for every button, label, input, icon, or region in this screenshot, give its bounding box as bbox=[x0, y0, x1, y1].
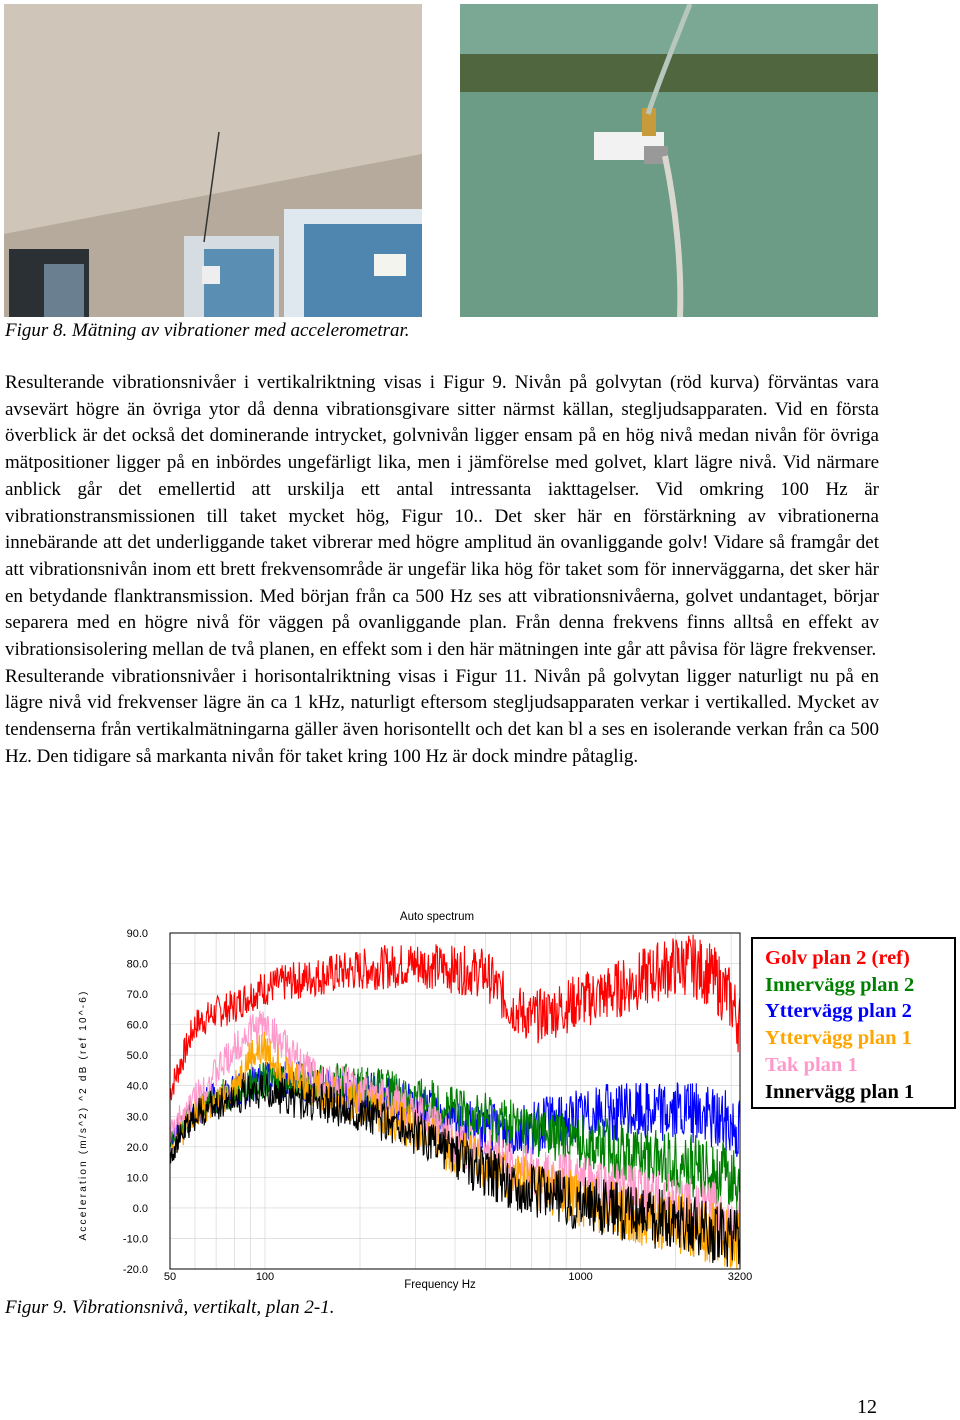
y-axis-label: Acceleration (m/s^2) ^2 dB (ref 10^-6) bbox=[78, 989, 89, 1241]
legend-entry: Yttervägg plan 1 bbox=[765, 1027, 912, 1050]
legend-entry: Innervägg plan 1 bbox=[765, 1080, 915, 1103]
body-text bbox=[5, 370, 879, 771]
legend-entry: Yttervägg plan 2 bbox=[765, 1000, 912, 1023]
y-tick-label: 90.0 bbox=[126, 928, 148, 940]
y-tick-label: -20.0 bbox=[122, 1264, 148, 1276]
y-tick-label: 50.0 bbox=[126, 1050, 148, 1063]
y-tick-label: -10.0 bbox=[122, 1233, 148, 1246]
paragraph-horizontal: Resulterande vibrationsnivåer i horisontalriktning visas i Figur 11. Nivån på golvytan ligger naturligt nu på en lägre nivå vid frekvenser lägre än ca 1 kHz, naturligt eftersom stegljudsapparaten verkar i vertikalled. Mycket av tendenserna från vertikalmätningarna gäller även horisontellt och det kan bl a ses en isolerande verkan från ca 500 Hz. Den tidigare så markanta nivån för taket kring 100 Hz är dock mindre påtaglig. bbox=[5, 665, 879, 767]
y-tick-label: 10.0 bbox=[126, 1172, 148, 1185]
legend-entry: Innervägg plan 2 bbox=[765, 973, 915, 996]
y-tick-label: 0.0 bbox=[132, 1202, 148, 1215]
y-tick-label: 30.0 bbox=[126, 1111, 148, 1124]
auto-spectrum-chart bbox=[60, 900, 760, 1295]
x-tick-label: 100 bbox=[255, 1271, 275, 1283]
chart-title: Auto spectrum bbox=[399, 911, 475, 923]
x-tick-label: 3200 bbox=[727, 1271, 753, 1283]
x-tick-label: 50 bbox=[163, 1271, 177, 1283]
legend-entry: Golv plan 2 (ref) bbox=[765, 947, 910, 969]
legend-entry: Tak plan 1 bbox=[765, 1053, 858, 1076]
x-tick-label: 1000 bbox=[568, 1271, 593, 1283]
y-tick-label: 60.0 bbox=[126, 1019, 148, 1032]
y-tick-labels bbox=[123, 928, 148, 1276]
y-tick-label: 80.0 bbox=[126, 958, 148, 971]
x-axis-label: Frequency Hz bbox=[404, 1279, 476, 1291]
chart-legend bbox=[751, 937, 956, 1109]
photo-room-window bbox=[4, 4, 422, 317]
page-number: 12 bbox=[857, 1396, 877, 1418]
y-tick-label: 40.0 bbox=[126, 1080, 148, 1093]
photo-accelerometer bbox=[460, 4, 878, 317]
figure9-caption: Figur 9. Vibrationsnivå, vertikalt, plan 2-1. bbox=[5, 1297, 335, 1318]
paragraph-vertical: Resulterande vibrationsnivåer i vertikalriktning visas i Figur 9. Nivån på golvytan (röd kurva) förväntas vara avsevärt högre än övriga ytor då denna vibrationsgivare sitter närmst källan, stegljudsapparaten. Vid en första överblick är det också det dominerande intrycket, golvnivån ligger ensam på en hög nivå medan nivån för övriga mätpositioner ligger på en inbördes ungefärligt lika, men i jämförelse med golvet, klart lägre nivå. Vid närmare anblick går det emellertid att urskilja ett antal intressanta iakttagelser. Vid omkring 100 Hz är vibrationstransmissionen till taket mycket hög, Figur 10.. Det sker här en förstärkning av vibrationerna innebärande att det underliggande taket vibrerar med högre amplitud än ovanliggande golv! Vidare så framgår det att vibrationsnivån inom ett brett frekvensområde är ungefär lika hög för taket som för innerväggarna, det sker här en betydande flanktransmission. Med början från ca 500 Hz ses att vibrationsnivåerna, golvet undantaget, börjar separera med en högre nivå för väggen på ovanliggande plan. Från denna frekvens finns alltså en effekt av vibrationsisolering mellan de två planen, en effekt som i den här mätningen inte går att påvisa för lägre frekvenser. bbox=[5, 372, 879, 661]
y-tick-label: 20.0 bbox=[126, 1141, 148, 1154]
figure8-caption: Figur 8. Mätning av vibrationer med accelerometrar. bbox=[5, 320, 410, 341]
y-tick-label: 70.0 bbox=[126, 989, 148, 1002]
